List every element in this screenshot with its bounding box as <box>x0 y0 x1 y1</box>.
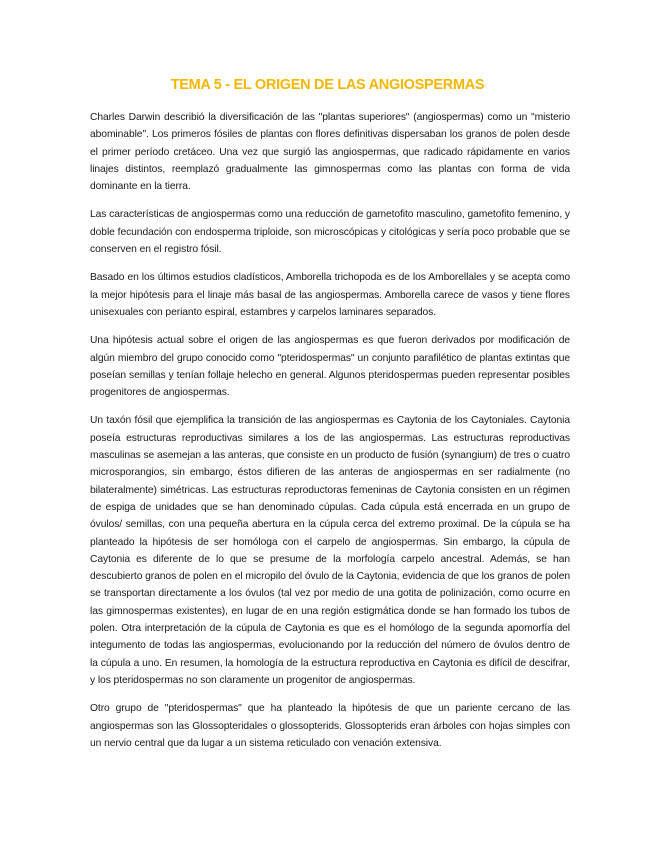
paragraph-amborella: Basado en los últimos estudios cladísticos, Amborella trichopoda es de los Amborellales y se acepta como la mejor hipótesis para el linaje más basal de las angiospermas. Amborella carece de vasos y tiene flores unisexuales con perianto espiral, estambres y carpelos laminares separados. <box>90 272 570 318</box>
paragraph-caytonia: Un taxón fósil que ejemplifica la transición de las angiospermas es Caytonia de los Caytoniales. Caytonia poseía estructuras reproductivas similares a los de las angiospermas. Las estructuras reproductivas masculinas se asemejan a las anteras, que consiste en un producto de fusión (synangium) de tres o cuatro microsporangios, sin embargo, éstos difieren de las anteras de angiospermas en ser radialmente (no bilateralmente) simétricas. Las estructuras reproductoras femeninas de Caytonia consisten en un régimen de espiga de unidades que se han denominado cúpulas. Cada cúpula está encerrada en un grupo de óvulos/ semillas, con una pequeña abertura en la cúpula cerca del extremo proximal. De la cúpula se ha planteado la hipótesis de ser homóloga con el carpelo de angiospermas. Sin embargo, la cúpula de Caytonia es diferente de lo que se presume de la morfología carpelo ancestral. Además, se han descubierto granos de polen en el micropilo del óvulo de la Caytonia, evidencia de que los granos de polen se transportan directamente a los óvulos (tal vez por medio de una gotita de polinización, como ocurre en las gimnospermas existentes), en lugar de en una región estigmática donde se han formado los tubos de polen. Otra interpretación de la cúpula de Caytonia es que es el homólogo de la segunda apomorfía del integumento de todas las angiospermas, evolucionando por la reducción del número de óvulos dentro de la cúpula a uno. En resumen, la homología de la estructura reproductiva en Caytonia es difícil de descifrar, y los pteridospermas no son claramente un progenitor de angiospermas. <box>90 415 570 686</box>
paragraph-darwin: Charles Darwin describió la diversificación de las "plantas superiores" (angiospermas) como un "misterio abominable". Los primeros fósiles de plantas con flores definitivas dispersaban los granos de polen desde el primer período cretáceo. Una vez que surgió las angiospermas, que radicado rápidamente en varios linajes distintos, reemplazó gradualmente las gimnospermas como las plantas con forma de vida dominante en la tierra. <box>90 112 570 193</box>
paragraph-glossopterids: Otro grupo de "pteridospermas" que ha planteado la hipótesis de que un pariente cercano de las angiospermas son las Glossopteridales o glossopterids. Glossopterids eran árboles con hojas simples con un nervio central que da lugar a un sistema reticulado con venación extensiva. <box>90 703 570 749</box>
paragraph-characteristics: Las características de angiospermas como una reducción de gametofito masculino, gametofito femenino, y doble fecundación con endosperma triploide, son microscópicas y citológicas y sería poco probable que se conserven en el registro fósil. <box>90 209 570 256</box>
page-title: TEMA 5 - EL ORIGEN DE LAS ANGIOSPERMAS <box>170 77 485 93</box>
document-body <box>90 109 570 763</box>
paragraph-pteridosperms-hypothesis: Una hipótesis actual sobre el origen de las angiospermas es que fueron derivados por modificación de algún miembro del grupo conocido como "pteridospermas" un conjunto parafilético de plantas extintas que poseían semillas y tenían follaje helecho en general. Algunos pteridospermas pueden representar posibles progenitores de angiospermas. <box>90 335 570 399</box>
